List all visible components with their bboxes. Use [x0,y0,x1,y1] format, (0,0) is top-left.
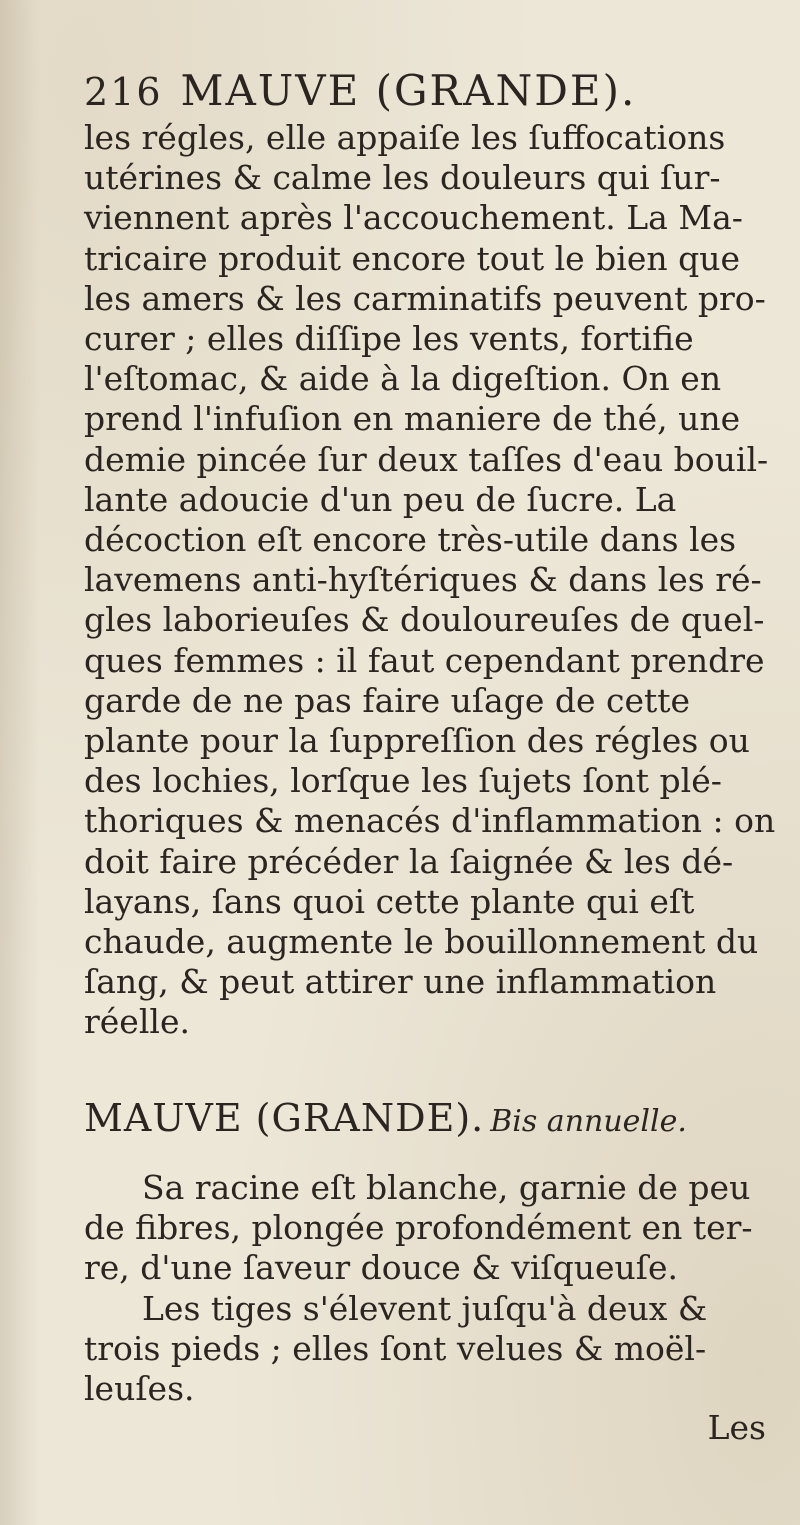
paragraph-description [84,1168,774,1409]
text-line: Les tiges s'élevent juſqu'à deux & [142,1288,708,1328]
text-line: Sa racine eſt blanche, garnie de peu [142,1168,751,1207]
text-line: l'eſtomac, & aide à la digeſtion. On en [84,359,722,399]
text-line: tricaire produit encore tout le bien que [84,238,741,278]
running-header [84,66,636,115]
text-line: chaude, augmente le bouillonnement du [84,922,759,962]
text-line: gles laborieuſes & douloureuſes de quel- [84,600,765,640]
text-line: réelle. [84,1002,190,1042]
catchword: Les [707,1408,766,1447]
section-heading [84,1096,687,1140]
text-line: curer ; elles diſſipe les vents, fortifie [84,319,694,359]
text-line: les amers & les carminatifs peuvent pro- [84,278,766,318]
page-fold-shadow [0,0,40,1525]
text-line: des lochies, lorſque les ſujets ſont plé- [84,761,722,801]
text-line: utérines & calme les douleurs qui ſur- [84,158,721,198]
text-line: leuſes. [84,1369,195,1409]
text-line: demie pincée ſur deux taſſes d'eau bouil- [84,439,769,479]
text-line: prend l'infuſion en maniere de thé, une [84,399,741,439]
text-line: layans, ſans quoi cette plante qui eſt [84,881,695,921]
text-line: plante pour la ſuppreſſion des régles ou [84,721,750,761]
section-subtitle: Bis annuelle. [490,1104,687,1139]
running-title: MAUVE (GRANDE). [180,66,637,115]
text-line: viennent après l'accouchement. La Ma- [84,198,743,238]
text-line: re, d'une ſaveur douce & viſqueuſe. [84,1248,678,1288]
text-line: doit faire précéder la ſaignée & les dé- [84,841,734,881]
text-line: thoriques & menacés d'inflammation : on [84,801,776,841]
text-line: trois pieds ; elles ſont velues & moël- [84,1328,707,1368]
paragraph-continued [84,118,774,1043]
page-number: 216 [84,70,163,114]
text-line: les régles, elle appaiſe les ſuffocations [84,118,726,157]
text-line: de fibres, plongée profondément en ter- [84,1208,753,1248]
text-line: décoction eſt encore très-utile dans les [84,520,737,560]
text-line: ques femmes : il faut cependant prendre [84,640,765,680]
section-title: MAUVE (GRANDE). [84,1096,485,1140]
text-line: lante adoucie d'un peu de ſucre. La [84,479,677,519]
text-line: ſang, & peut attirer une inflammation [84,962,717,1002]
text-line: lavemens anti-hyſtériques & dans les ré- [84,560,762,600]
text-line: garde de ne pas faire uſage de cette [84,680,691,720]
